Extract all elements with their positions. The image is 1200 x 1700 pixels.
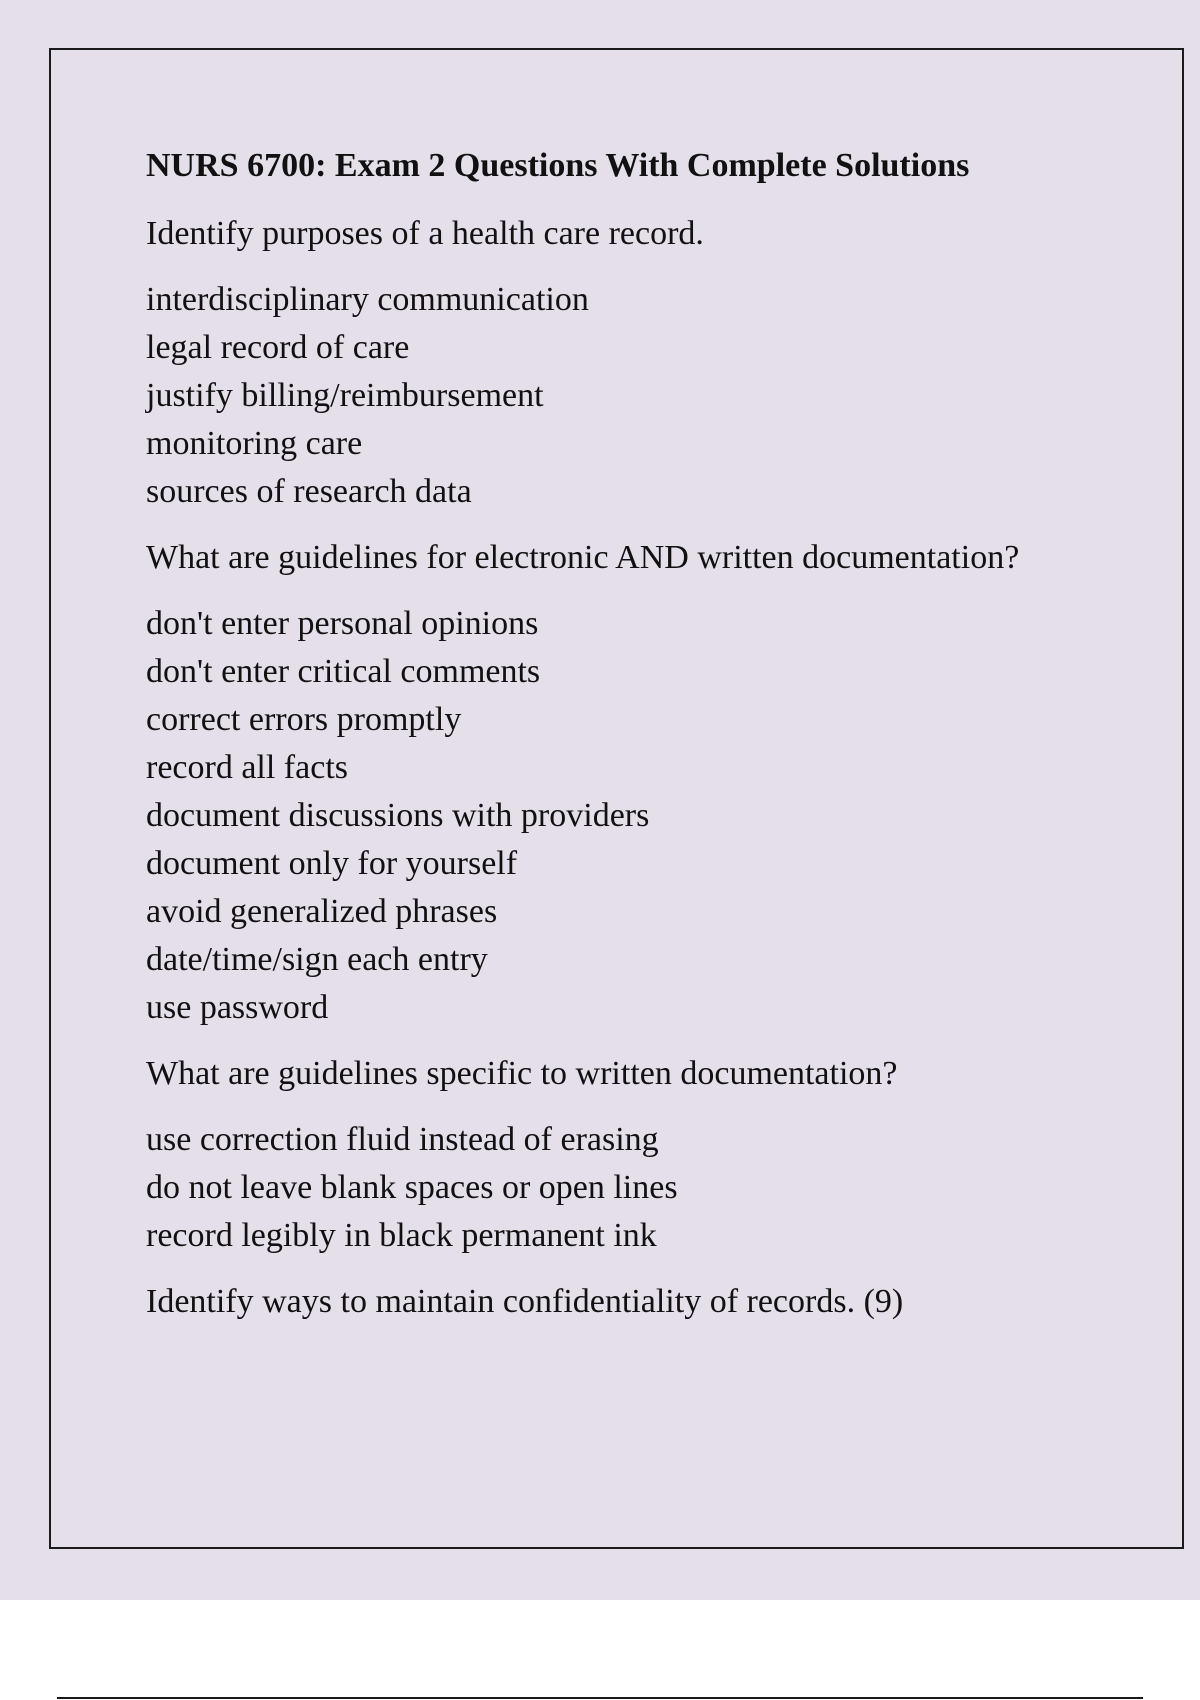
answer-line: don't enter personal opinions xyxy=(146,605,539,642)
answer-line: sources of research data xyxy=(146,473,472,510)
answer-line: record all facts xyxy=(146,749,348,786)
answer-line: use correction fluid instead of erasing xyxy=(146,1121,659,1158)
answer-line: monitoring care xyxy=(146,425,363,462)
answer-line: date/time/sign each entry xyxy=(146,941,488,978)
question: What are guidelines for electronic AND written documentation? xyxy=(146,539,1020,576)
qa-section-3 xyxy=(146,1048,1146,1260)
answer-line: do not leave blank spaces or open lines xyxy=(146,1169,678,1206)
qa-section-4 xyxy=(146,1276,1146,1328)
answer-line: record legibly in black permanent ink xyxy=(146,1217,657,1254)
question: Identify purposes of a health care record. xyxy=(146,215,704,252)
answer-line: justify billing/reimbursement xyxy=(146,377,544,414)
qa-section-2 xyxy=(146,532,1146,1032)
document-title: NURS 6700: Exam 2 Questions With Complete Solutions xyxy=(146,147,970,184)
answer-line: legal record of care xyxy=(146,329,410,366)
answer-line: interdisciplinary communication xyxy=(146,281,589,318)
answer-line: don't enter critical comments xyxy=(146,653,541,690)
answer-list xyxy=(146,1116,1146,1260)
answer-list xyxy=(146,600,1146,1032)
answer-line: correct errors promptly xyxy=(146,701,462,738)
question: Identify ways to maintain confidentiality of records. (9) xyxy=(146,1283,904,1320)
answer-line: use password xyxy=(146,989,329,1026)
answer-line: document only for yourself xyxy=(146,845,518,882)
footer-divider xyxy=(57,1697,1143,1699)
answer-line: document discussions with providers xyxy=(146,797,650,834)
qa-section-1 xyxy=(146,208,1146,516)
answer-line: avoid generalized phrases xyxy=(146,893,498,930)
document-content xyxy=(146,140,1146,1344)
question: What are guidelines specific to written documentation? xyxy=(146,1055,898,1092)
answer-list xyxy=(146,276,1146,516)
